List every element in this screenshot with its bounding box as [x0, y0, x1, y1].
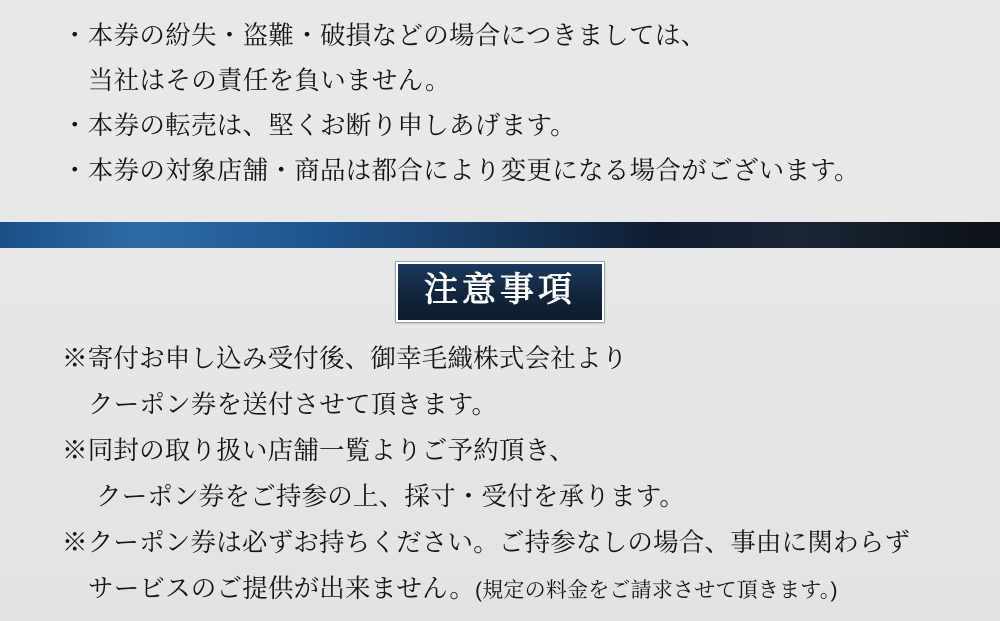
note-line: ※同封の取り扱い店舗一覧よりご予約頂き、	[62, 437, 575, 465]
top-notice-list	[62, 14, 962, 194]
note-line: ※寄付お申し込み受付後、御幸毛織株式会社より	[62, 345, 628, 373]
note-line: ※クーポン券は必ずお持ちください。ご持参なしの場合、事由に関わらず	[62, 529, 911, 557]
section-heading-plate	[396, 262, 604, 322]
top-notice-line: ・本券の転売は、堅くお断り申しあげます。	[62, 112, 576, 140]
top-notice-line: ・本券の紛失・盗難・破損などの場合につきましては、	[62, 22, 707, 50]
note-line-tail: (規定の料金をご請求させて頂きます。)	[475, 579, 838, 602]
notes-list	[62, 336, 962, 614]
note-line-with-tail	[62, 566, 962, 614]
page-title: 注意事項	[424, 272, 576, 309]
note-line: クーポン券を送付させて頂きます。	[88, 391, 498, 419]
section-heading-wrapper	[0, 262, 1000, 322]
top-notice-line: ・本券の対象店舗・商品は都合により変更になる場合がございます。	[62, 157, 860, 185]
top-notice-block	[0, 0, 1000, 222]
top-notice-line: 当社はその責任を負いません。	[88, 67, 451, 95]
note-line-main: サービスのご提供が出来ません。	[88, 575, 476, 603]
gradient-divider	[0, 222, 1000, 248]
note-line: クーポン券をご持参の上、採寸・受付を承ります。	[96, 483, 686, 511]
